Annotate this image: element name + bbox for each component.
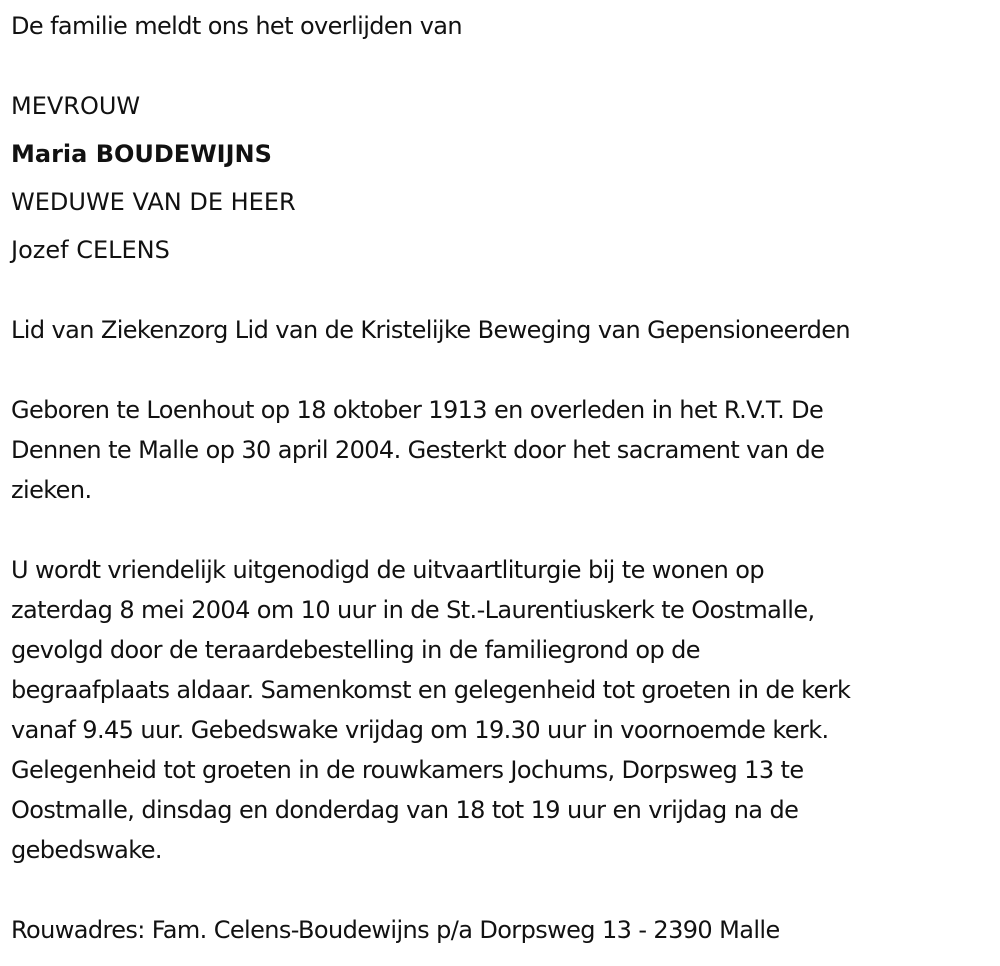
deceased-title: MEVROUW xyxy=(11,92,141,120)
funeral-line: Oostmalle, dinsdag en donderdag van 18 tot 19 uur en vrijdag na de xyxy=(11,796,799,824)
funeral-line: zaterdag 8 mei 2004 om 10 uur in de St.-Laurentiuskerk te Oostmalle, xyxy=(11,596,815,624)
birth-death-line: Geboren te Loenhout op 18 oktober 1913 en overleden in het R.V.T. De xyxy=(11,396,824,424)
birth-death-line: Dennen te Malle op 30 april 2004. Gesterkt door het sacrament van de xyxy=(11,436,825,464)
funeral-line: Gelegenheid tot groeten in de rouwkamers Jochums, Dorpsweg 13 te xyxy=(11,756,804,784)
funeral-line: gevolgd door de teraardebestelling in de familiegrond op de xyxy=(11,636,700,664)
funeral-line: U wordt vriendelijk uitgenodigd de uitvaartliturgie bij te wonen op xyxy=(11,556,765,584)
funeral-line: begraafplaats aldaar. Samenkomst en gelegenheid tot groeten in de kerk xyxy=(11,676,851,704)
funeral-line: vanaf 9.45 uur. Gebedswake vrijdag om 19.30 uur in voornoemde kerk. xyxy=(11,716,829,744)
intro-text: De familie meldt ons het overlijden van xyxy=(11,12,463,40)
birth-death-line: zieken. xyxy=(11,476,92,504)
spouse-name: Jozef CELENS xyxy=(11,236,170,264)
mourning-address: Rouwadres: Fam. Celens-Boudewijns p/a Dorpsweg 13 - 2390 Malle xyxy=(11,916,780,944)
funeral-line: gebedswake. xyxy=(11,836,162,864)
widow-of-label: WEDUWE VAN DE HEER xyxy=(11,188,296,216)
deceased-name: Maria BOUDEWIJNS xyxy=(11,140,272,168)
memberships-text: Lid van Ziekenzorg Lid van de Kristelijke Beweging van Gepensioneerden xyxy=(11,316,850,344)
